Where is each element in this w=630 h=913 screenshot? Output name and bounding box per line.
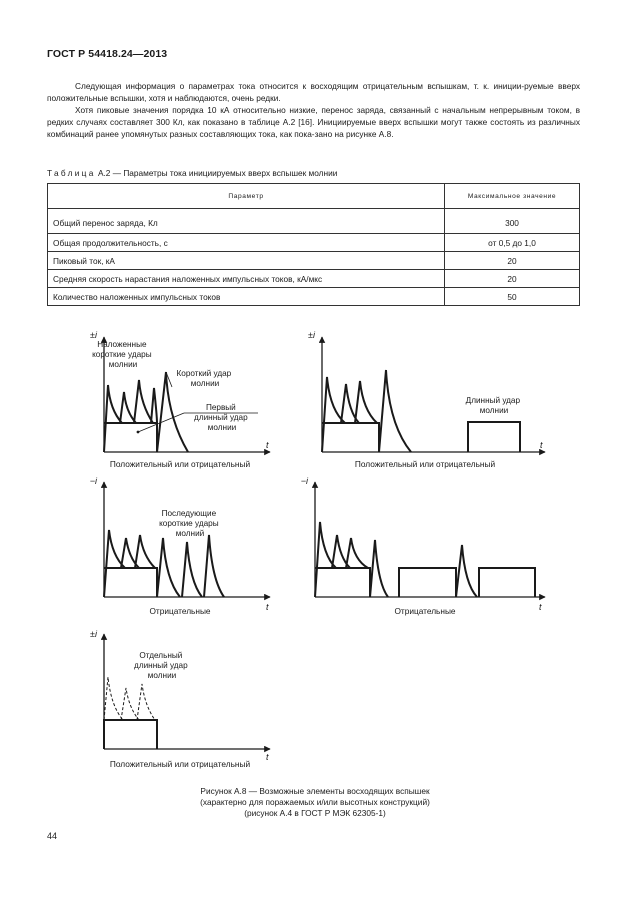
label-subsequent-strokes: Последующие короткие удары молний — [159, 509, 219, 538]
long-stroke-pulse — [399, 568, 456, 597]
long-stroke-pulse — [315, 568, 370, 597]
y-axis-label: −i — [300, 476, 308, 486]
short-stroke — [379, 370, 411, 452]
panel-3-caption: Отрицательные — [149, 606, 211, 616]
short-stroke — [370, 540, 388, 597]
y-axis-label: −i — [89, 476, 97, 486]
panel-2 — [308, 330, 545, 469]
figure-caption-line: (рисунок А.4 в ГОСТ Р МЭК 62305-1) — [244, 808, 386, 818]
table-cell-param: Средняя скорость нарастания наложенных импульсных токов, кА/мкс — [48, 270, 445, 288]
table-cell-value: 20 — [445, 270, 580, 288]
figure-a8 — [0, 320, 630, 780]
table-caption — [47, 168, 337, 178]
dashed-superimposed-strokes — [104, 677, 155, 720]
figure-caption-line: (характерно для поражаемых и/или высотных конструкций) — [200, 797, 430, 807]
table-row — [48, 252, 580, 270]
short-stroke — [456, 545, 477, 597]
document-header: ГОСТ Р 54418.24—2013 — [47, 48, 168, 60]
long-stroke-pulse — [479, 568, 535, 597]
short-stroke — [157, 372, 188, 452]
single-long-stroke-pulse — [104, 720, 157, 749]
parameters-table — [47, 183, 580, 306]
paragraph-1-text: Следующая информация о параметрах тока относится к восходящим отрицательным вспышкам, т. к. иниции-руемые вверх положительные вспышки, хотя и наблюдаются, очень редки. — [47, 81, 580, 103]
table-row — [48, 270, 580, 288]
table-row — [48, 234, 580, 252]
panel-4 — [301, 476, 545, 616]
long-stroke-pulse-separate — [468, 422, 520, 452]
superimposed-short-strokes — [104, 530, 155, 597]
panel-1-caption: Положительный или отрицательный — [109, 459, 251, 469]
long-stroke-pulse — [104, 568, 157, 597]
header-max-value: Максимальное значение — [445, 184, 580, 209]
label-superimposed: Наложенные короткие удары молнии — [92, 340, 152, 369]
superimposed-short-strokes — [315, 522, 368, 597]
panel-4-caption: Отрицательные — [394, 606, 456, 616]
panel-5 — [90, 629, 270, 769]
table-cell-param: Общая продолжительность, с — [48, 234, 445, 252]
table-cell-value: 300 — [445, 209, 580, 234]
x-axis-label: t — [266, 602, 269, 612]
paragraph-2-text: Хотя пиковые значения порядка 10 кА относительно низкие, перенос заряда, связанный с начальным непрерывным током, в редких случаях составляет 300 Кл, как показано в таблице А.2 [16]. Инициируемые вверх вспышки могут также состоять из различных комбинаций ранее упомянутых разных составляющих тока, как пока-зано на рисунке А.8. — [47, 105, 580, 139]
table-header-row — [48, 184, 580, 209]
superimposed-short-strokes — [104, 380, 157, 452]
panel-3 — [90, 476, 270, 616]
table-cell-value: 50 — [445, 288, 580, 306]
table-row — [48, 288, 580, 306]
table-cell-param: Общий перенос заряда, Кл — [48, 209, 445, 234]
leader-dot — [137, 431, 140, 434]
y-axis-label: ±i — [308, 330, 315, 340]
table-caption-text: А.2 — Параметры тока инициируемых вверх вспышек молнии — [97, 168, 338, 178]
y-axis-label: ±i — [90, 629, 97, 639]
table-cell-value: 20 — [445, 252, 580, 270]
x-axis-label: t — [266, 440, 269, 450]
panel-5-caption: Положительный или отрицательный — [109, 759, 251, 769]
label-first-long-stroke: Первый длинный удар молнии — [194, 403, 248, 432]
table-cell-param: Количество наложенных импульсных токов — [48, 288, 445, 306]
figure-caption — [140, 786, 490, 819]
table-cell-param: Пиковый ток, кА — [48, 252, 445, 270]
long-stroke-pulse — [322, 423, 379, 452]
label-short-stroke: Короткий удар молнии — [176, 369, 232, 388]
y-axis-label: ±i — [90, 330, 97, 340]
header-parameter: Параметр — [48, 184, 445, 209]
subsequent-short-strokes — [157, 535, 224, 597]
label-long-stroke: Длинный удар молнии — [465, 396, 521, 415]
panel-1 — [90, 330, 270, 469]
figure-caption-line: Рисунок А.8 — Возможные элементы восходящих вспышек — [200, 786, 430, 796]
x-axis-label: t — [266, 752, 269, 762]
superimposed-short-strokes — [322, 377, 377, 452]
x-axis-label: t — [540, 440, 543, 450]
x-axis-label: t — [539, 602, 542, 612]
paragraph-1 — [47, 80, 580, 104]
paragraph-2 — [47, 104, 580, 140]
panel-2-caption: Положительный или отрицательный — [354, 459, 496, 469]
table-cell-value: от 0,5 до 1,0 — [445, 234, 580, 252]
table-caption-label: Таблица — [47, 168, 96, 178]
label-single-long-stroke: Отдельный длинный удар молнии — [134, 651, 188, 680]
table-row — [48, 209, 580, 234]
page-number: 44 — [47, 831, 58, 841]
